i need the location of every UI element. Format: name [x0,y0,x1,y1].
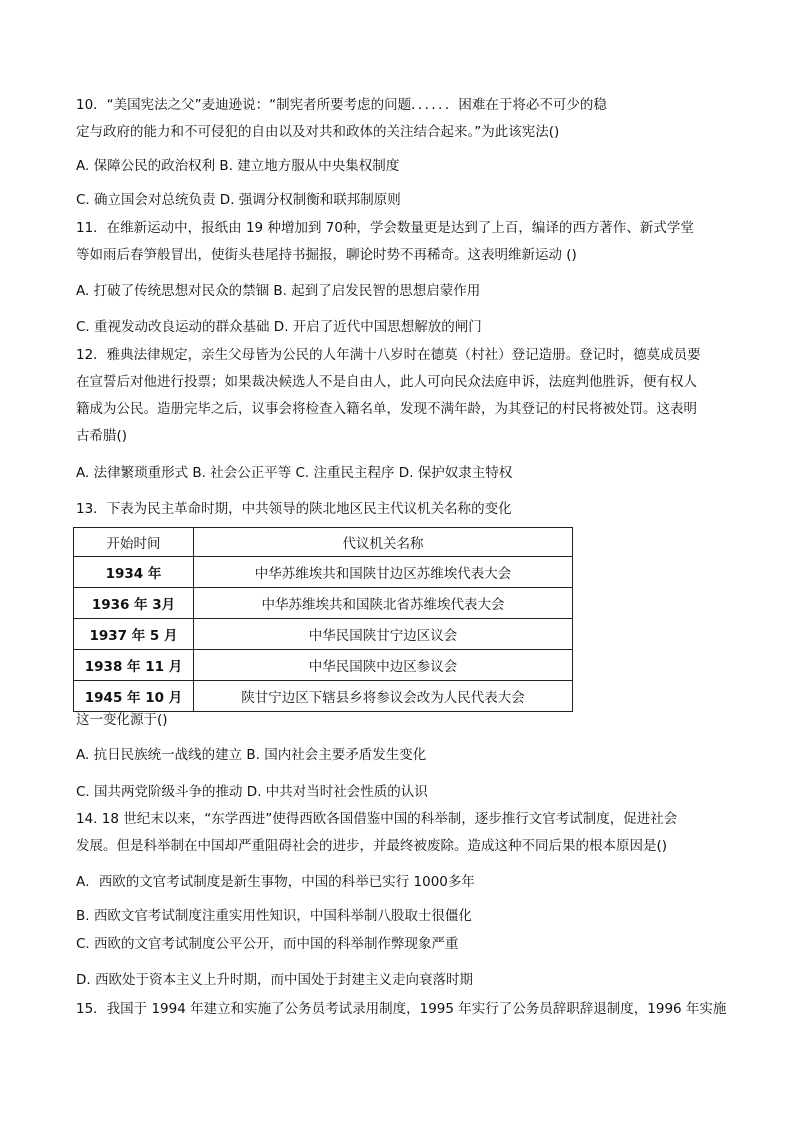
q12-stem-line4: 古希腊() [76,428,128,444]
table-row [74,681,573,712]
table-row [74,557,573,588]
q11-options-ab: A. 打破了传统思想对民众的禁锢 B. 起到了启发民智的思想启蒙作用 [76,283,481,299]
table-cell-name: 中华苏维埃共和国陕北省苏维埃代表大会 [194,588,573,619]
table-cell-date: 1934 年 [74,557,194,588]
q14-stem-line1: 14. 18 世纪末以来，“东学西进”使得西欧各国借鉴中国的科举制，逐步推行文官考试制度，促进社会 [76,811,678,827]
q13-options-ab: A. 抗日民族统一战线的建立 B. 国内社会主要矛盾发生变化 [76,747,427,763]
table-cell-date: 1945 年 10 月 [74,681,194,712]
table-cell-date: 1937 年 5 月 [74,619,194,650]
q12-stem-line3: 籍成为公民。造册完毕之后，议事会将检查入籍名单，发现不满年龄，为其登记的村民将被处罚。这表明 [76,401,697,417]
q14-stem-line2: 发展。但是科举制在中国却严重阻碍社会的进步，并最终被废除。造成这种不同后果的根本原因是() [76,838,668,854]
table-header-row [74,528,573,557]
q13-after-table: 这一变化源于() [76,712,168,728]
table-cell-name: 中华民国陕中边区参议会 [194,650,573,681]
q11-stem-line1: 11．在维新运动中，报纸由 19 种增加到 70种，学会数量更是达到了上百，编译的西方著作、新式学堂 [76,220,694,236]
table-cell-date: 1938 年 11 月 [74,650,194,681]
q11-options-cd: C. 重视发动改良运动的群众基础 D. 开启了近代中国思想解放的闸门 [76,319,482,335]
table-cell-name: 陕甘宁边区下辖县乡将参议会改为人民代表大会 [194,681,573,712]
table-header-body-name: 代议机关名称 [194,528,573,557]
q12-options: A. 法律繁琐重形式 B. 社会公正平等 C. 注重民主程序 D. 保护奴隶主特权 [76,465,513,481]
q13-table [73,527,573,712]
q10-stem-line1: 10．“美国宪法之父”麦迪逊说：“制宪者所要考虑的问题．．．．．．困难在于将必不可少的稳 [76,97,607,113]
q10-stem-line2: 定与政府的能力和不可侵犯的自由以及对共和政体的关注结合起来。”为此该宪法() [76,124,560,140]
table-header-start-time: 开始时间 [74,528,194,557]
q10-options-cd: C. 确立国会对总统负责 D. 强调分权制衡和联邦制原则 [76,192,401,208]
q12-stem-line1: 12．雅典法律规定，亲生父母皆为公民的人年满十八岁时在德莫（村社）登记造册。登记时，德莫成员要 [76,347,701,363]
table-cell-name: 中华苏维埃共和国陕甘边区苏维埃代表大会 [194,557,573,588]
q14-option-c: C. 西欧的文官考试制度公平公开，而中国的科举制作弊现象严重 [76,936,459,952]
q14-option-d: D. 西欧处于资本主义上升时期，而中国处于封建主义走向衰落时期 [76,972,473,988]
q11-stem-line2: 等如雨后春笋般冒出，使街头巷尾持书掘报，聊论时势不再稀奇。这表明维新运动 () [76,247,577,263]
q13-stem: 13．下表为民主革命时期，中共领导的陕北地区民主代议机关名称的变化 [76,501,512,517]
q14-option-a: A．西欧的文官考试制度是新生事物，中国的科举已实行 1000多年 [76,874,475,890]
q10-options-ab: A. 保障公民的政治权利 B. 建立地方服从中央集权制度 [76,158,400,174]
table-cell-name: 中华民国陕甘宁边区议会 [194,619,573,650]
table-cell-date: 1936 年 3月 [74,588,194,619]
q15-stem-line1: 15．我国于 1994 年建立和实施了公务员考试录用制度，1995 年实行了公务员辞职辞退制度，1996 年实施 [76,1001,727,1017]
table-row [74,588,573,619]
table-row [74,650,573,681]
q13-options-cd: C. 国共两党阶级斗争的推动 D. 中共对当时社会性质的认识 [76,784,428,800]
table-row [74,619,573,650]
q12-stem-line2: 在宣誓后对他进行投票；如果裁决候选人不是自由人，此人可向民众法庭申诉，法庭判他胜诉，便有权人 [76,374,697,390]
q14-option-b: B. 西欧文官考试制度注重实用性知识，中国科举制八股取士很僵化 [76,908,472,924]
